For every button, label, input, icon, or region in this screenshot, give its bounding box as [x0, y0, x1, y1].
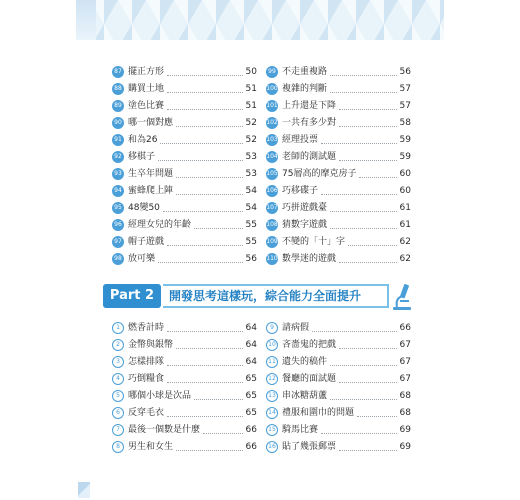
toc-entry[interactable] — [266, 98, 411, 114]
dot-leader — [194, 228, 243, 229]
toc-entry[interactable] — [112, 200, 257, 216]
entry-number-badge: 10 — [266, 339, 278, 351]
dot-leader — [160, 143, 243, 144]
entry-number-badge: 103 — [266, 134, 278, 146]
dot-leader — [321, 433, 397, 434]
entry-number-badge: 105 — [266, 168, 278, 180]
entry-title: 擺正方形 — [128, 67, 165, 77]
dot-leader — [158, 160, 243, 161]
entry-number-badge: 108 — [266, 219, 278, 231]
toc-entry[interactable] — [266, 234, 411, 250]
entry-title: 一共有多少對 — [282, 118, 337, 128]
entry-title: 餐廳的面試題 — [282, 374, 337, 384]
toc-entry[interactable] — [112, 251, 257, 267]
dot-leader — [167, 331, 243, 332]
entry-number-badge: 87 — [112, 66, 124, 78]
entry-number-badge: 94 — [112, 185, 124, 197]
entry-page-number: 54 — [245, 203, 257, 213]
entry-number-badge: 3 — [112, 356, 124, 368]
entry-title: 48變50 — [128, 203, 160, 213]
entry-page-number: 65 — [245, 374, 257, 384]
entry-title: 老師的測試題 — [282, 152, 337, 162]
dot-leader — [330, 365, 397, 366]
entry-number-badge: 102 — [266, 117, 278, 129]
toc-entry[interactable] — [112, 320, 257, 336]
entry-page-number: 65 — [245, 391, 257, 401]
entry-page-number: 56 — [399, 67, 411, 77]
entry-number-badge: 92 — [112, 151, 124, 163]
entry-page-number: 59 — [399, 135, 411, 145]
dot-leader — [357, 416, 397, 417]
entry-number-badge: 14 — [266, 407, 278, 419]
toc-entry[interactable] — [266, 320, 411, 336]
entry-page-number: 50 — [245, 67, 257, 77]
entry-number-badge: 97 — [112, 236, 124, 248]
entry-number-badge: 107 — [266, 202, 278, 214]
dot-leader — [339, 450, 397, 451]
entry-number-badge: 104 — [266, 151, 278, 163]
entry-page-number: 62 — [399, 237, 411, 247]
toc-entry[interactable] — [266, 200, 411, 216]
entry-page-number: 67 — [399, 357, 411, 367]
dot-leader — [176, 126, 243, 127]
entry-number-badge: 11 — [266, 356, 278, 368]
toc-entry[interactable] — [266, 183, 411, 199]
entry-page-number: 53 — [245, 169, 257, 179]
toc-entry[interactable] — [266, 166, 411, 182]
entry-title: 移棋子 — [128, 152, 156, 162]
toc-entry[interactable] — [266, 405, 411, 421]
toc-entry[interactable] — [112, 371, 257, 387]
entry-title: 放可樂 — [128, 254, 156, 264]
toc-entry[interactable] — [266, 439, 411, 455]
dot-leader — [203, 433, 243, 434]
dot-leader — [330, 211, 397, 212]
entry-title: 巧倒糧食 — [128, 374, 165, 384]
entry-title: 複雜的判斷 — [282, 84, 328, 94]
dot-leader — [167, 382, 243, 383]
entry-title: 金幣與銀幣 — [128, 340, 174, 350]
dot-leader — [330, 399, 397, 400]
toc-entry[interactable] — [266, 149, 411, 165]
dot-leader — [339, 348, 397, 349]
entry-title: 經理投票 — [282, 135, 319, 145]
entry-page-number: 66 — [245, 442, 257, 452]
entry-page-number: 57 — [399, 84, 411, 94]
dot-leader — [163, 211, 243, 212]
toc-entry[interactable] — [112, 81, 257, 97]
entry-number-badge: 99 — [266, 66, 278, 78]
entry-page-number: 60 — [399, 169, 411, 179]
entry-title: 哪一個對應 — [128, 118, 174, 128]
entry-page-number: 65 — [245, 408, 257, 418]
entry-number-badge: 6 — [112, 407, 124, 419]
entry-title: 吝嗇鬼的把戲 — [282, 340, 337, 350]
dot-leader — [176, 450, 243, 451]
entry-title: 串冰糖葫蘆 — [282, 391, 328, 401]
entry-page-number: 66 — [399, 323, 411, 333]
entry-page-number: 56 — [245, 254, 257, 264]
dot-leader — [339, 262, 397, 263]
toc-entry[interactable] — [112, 98, 257, 114]
entry-title: 禮服和圍巾的問題 — [282, 408, 355, 418]
dot-leader — [312, 331, 397, 332]
entry-title: 帽子遊戲 — [128, 237, 165, 247]
dot-leader — [167, 75, 243, 76]
dot-leader — [330, 75, 397, 76]
entry-title: 塗色比賽 — [128, 101, 165, 111]
entry-number-badge: 13 — [266, 390, 278, 402]
dot-leader — [167, 109, 243, 110]
left-decoration — [76, 0, 96, 40]
entry-page-number: 67 — [399, 374, 411, 384]
part-label: Part 2 — [103, 284, 161, 308]
entry-page-number: 54 — [245, 186, 257, 196]
toc-entry[interactable] — [266, 81, 411, 97]
toc-entry[interactable] — [112, 337, 257, 353]
dot-leader — [348, 245, 397, 246]
entry-page-number: 51 — [245, 101, 257, 111]
dot-leader — [194, 399, 243, 400]
entry-title: 猜數字遊戲 — [282, 220, 328, 230]
entry-page-number: 55 — [245, 237, 257, 247]
toc-entry[interactable] — [112, 132, 257, 148]
entry-page-number: 66 — [245, 425, 257, 435]
entry-title: 經理女兒的年齡 — [128, 220, 192, 230]
entry-title: 最後一個數是什麼 — [128, 425, 201, 435]
entry-number-badge: 12 — [266, 373, 278, 385]
toc-entry[interactable] — [112, 115, 257, 131]
entry-number-badge: 98 — [112, 253, 124, 265]
entry-number-badge: 2 — [112, 339, 124, 351]
entry-title: 數學迷的遊戲 — [282, 254, 337, 264]
toc-entry[interactable] — [266, 371, 411, 387]
entry-number-badge: 7 — [112, 424, 124, 436]
dot-leader — [359, 177, 397, 178]
corner-decoration — [78, 482, 90, 498]
entry-page-number: 61 — [399, 220, 411, 230]
dot-leader — [176, 348, 243, 349]
entry-number-badge: 91 — [112, 134, 124, 146]
entry-title: 75層高的摩克房子 — [282, 169, 357, 179]
toc-entry[interactable] — [112, 64, 257, 80]
entry-number-badge: 96 — [112, 219, 124, 231]
entry-title: 哪個小球是次品 — [128, 391, 192, 401]
entry-page-number: 69 — [399, 425, 411, 435]
entry-number-badge: 110 — [266, 253, 278, 265]
toc-entry[interactable] — [112, 422, 257, 438]
entry-number-badge: 1 — [112, 322, 124, 334]
entry-page-number: 52 — [245, 118, 257, 128]
entry-number-badge: 109 — [266, 236, 278, 248]
entry-title: 請病假 — [282, 323, 310, 333]
toc-entry[interactable] — [266, 115, 411, 131]
toc-entry[interactable] — [266, 337, 411, 353]
entry-number-badge: 93 — [112, 168, 124, 180]
part2-header — [103, 282, 413, 312]
toc-entry[interactable] — [266, 132, 411, 148]
entry-page-number: 55 — [245, 220, 257, 230]
entry-page-number: 57 — [399, 101, 411, 111]
entry-page-number: 64 — [245, 340, 257, 350]
dot-leader — [321, 194, 397, 195]
dot-leader — [321, 143, 397, 144]
toc-entry[interactable] — [266, 422, 411, 438]
entry-number-badge: 101 — [266, 100, 278, 112]
entry-page-number: 60 — [399, 186, 411, 196]
toc-entry[interactable] — [112, 354, 257, 370]
entry-title: 騎馬比賽 — [282, 425, 319, 435]
dot-leader — [167, 245, 243, 246]
dot-leader — [176, 177, 243, 178]
entry-title: 生卒年問題 — [128, 169, 174, 179]
entry-page-number: 58 — [399, 118, 411, 128]
entry-page-number: 69 — [399, 442, 411, 452]
entry-title: 巧拼遊戲臺 — [282, 203, 328, 213]
entry-number-badge: 8 — [112, 441, 124, 453]
entry-number-badge: 100 — [266, 83, 278, 95]
entry-title: 和為26 — [128, 135, 158, 145]
dot-leader — [167, 365, 243, 366]
entry-number-badge: 15 — [266, 424, 278, 436]
entry-title: 貼了幾張郵票 — [282, 442, 337, 452]
dot-leader — [339, 382, 397, 383]
toc-entry[interactable] — [112, 149, 257, 165]
toc-entry[interactable] — [266, 251, 411, 267]
entry-title: 反穿毛衣 — [128, 408, 165, 418]
microscope-icon — [391, 282, 415, 312]
entry-number-badge: 88 — [112, 83, 124, 95]
toc-entry[interactable] — [112, 388, 257, 404]
entry-number-badge: 95 — [112, 202, 124, 214]
entry-number-badge: 89 — [112, 100, 124, 112]
dot-leader — [339, 109, 397, 110]
entry-title: 遺失的稿件 — [282, 357, 328, 367]
entry-title: 購買土地 — [128, 84, 165, 94]
entry-number-badge: 5 — [112, 390, 124, 402]
header-pattern — [76, 0, 444, 40]
dot-leader — [158, 262, 243, 263]
entry-number-badge: 90 — [112, 117, 124, 129]
entry-page-number: 67 — [399, 340, 411, 350]
entry-number-badge: 106 — [266, 185, 278, 197]
entry-title: 蜜蜂爬上陣 — [128, 186, 174, 196]
entry-page-number: 64 — [245, 357, 257, 367]
dot-leader — [176, 194, 243, 195]
entry-title: 怎樣排隊 — [128, 357, 165, 367]
entry-page-number: 59 — [399, 152, 411, 162]
entry-page-number: 64 — [245, 323, 257, 333]
dot-leader — [339, 160, 397, 161]
entry-page-number: 62 — [399, 254, 411, 264]
entry-page-number: 68 — [399, 408, 411, 418]
entry-number-badge: 16 — [266, 441, 278, 453]
toc-entry[interactable] — [112, 217, 257, 233]
entry-title: 巧移碟子 — [282, 186, 319, 196]
dot-leader — [339, 126, 397, 127]
entry-page-number: 52 — [245, 135, 257, 145]
part-title: 開發思考這樣玩，綜合能力全面提升 — [163, 284, 389, 308]
toc-entry[interactable] — [266, 64, 411, 80]
toc-entry[interactable] — [112, 439, 257, 455]
dot-leader — [330, 92, 397, 93]
entry-page-number: 53 — [245, 152, 257, 162]
entry-title: 上升還是下降 — [282, 101, 337, 111]
toc-entry[interactable] — [112, 166, 257, 182]
toc-entry[interactable] — [112, 183, 257, 199]
toc-entry[interactable] — [266, 217, 411, 233]
toc-entry[interactable] — [266, 388, 411, 404]
dot-leader — [330, 228, 397, 229]
entry-title: 不走重複路 — [282, 67, 328, 77]
dot-leader — [167, 92, 243, 93]
entry-number-badge: 4 — [112, 373, 124, 385]
entry-number-badge: 9 — [266, 322, 278, 334]
entry-title: 不變的「十」字 — [282, 237, 346, 247]
entry-page-number: 68 — [399, 391, 411, 401]
dot-leader — [167, 416, 243, 417]
entry-title: 男生和女生 — [128, 442, 174, 452]
toc-entry[interactable] — [112, 405, 257, 421]
entry-title: 燃香計時 — [128, 323, 165, 333]
toc-entry[interactable] — [266, 354, 411, 370]
entry-page-number: 61 — [399, 203, 411, 213]
toc-entry[interactable] — [112, 234, 257, 250]
entry-page-number: 51 — [245, 84, 257, 94]
